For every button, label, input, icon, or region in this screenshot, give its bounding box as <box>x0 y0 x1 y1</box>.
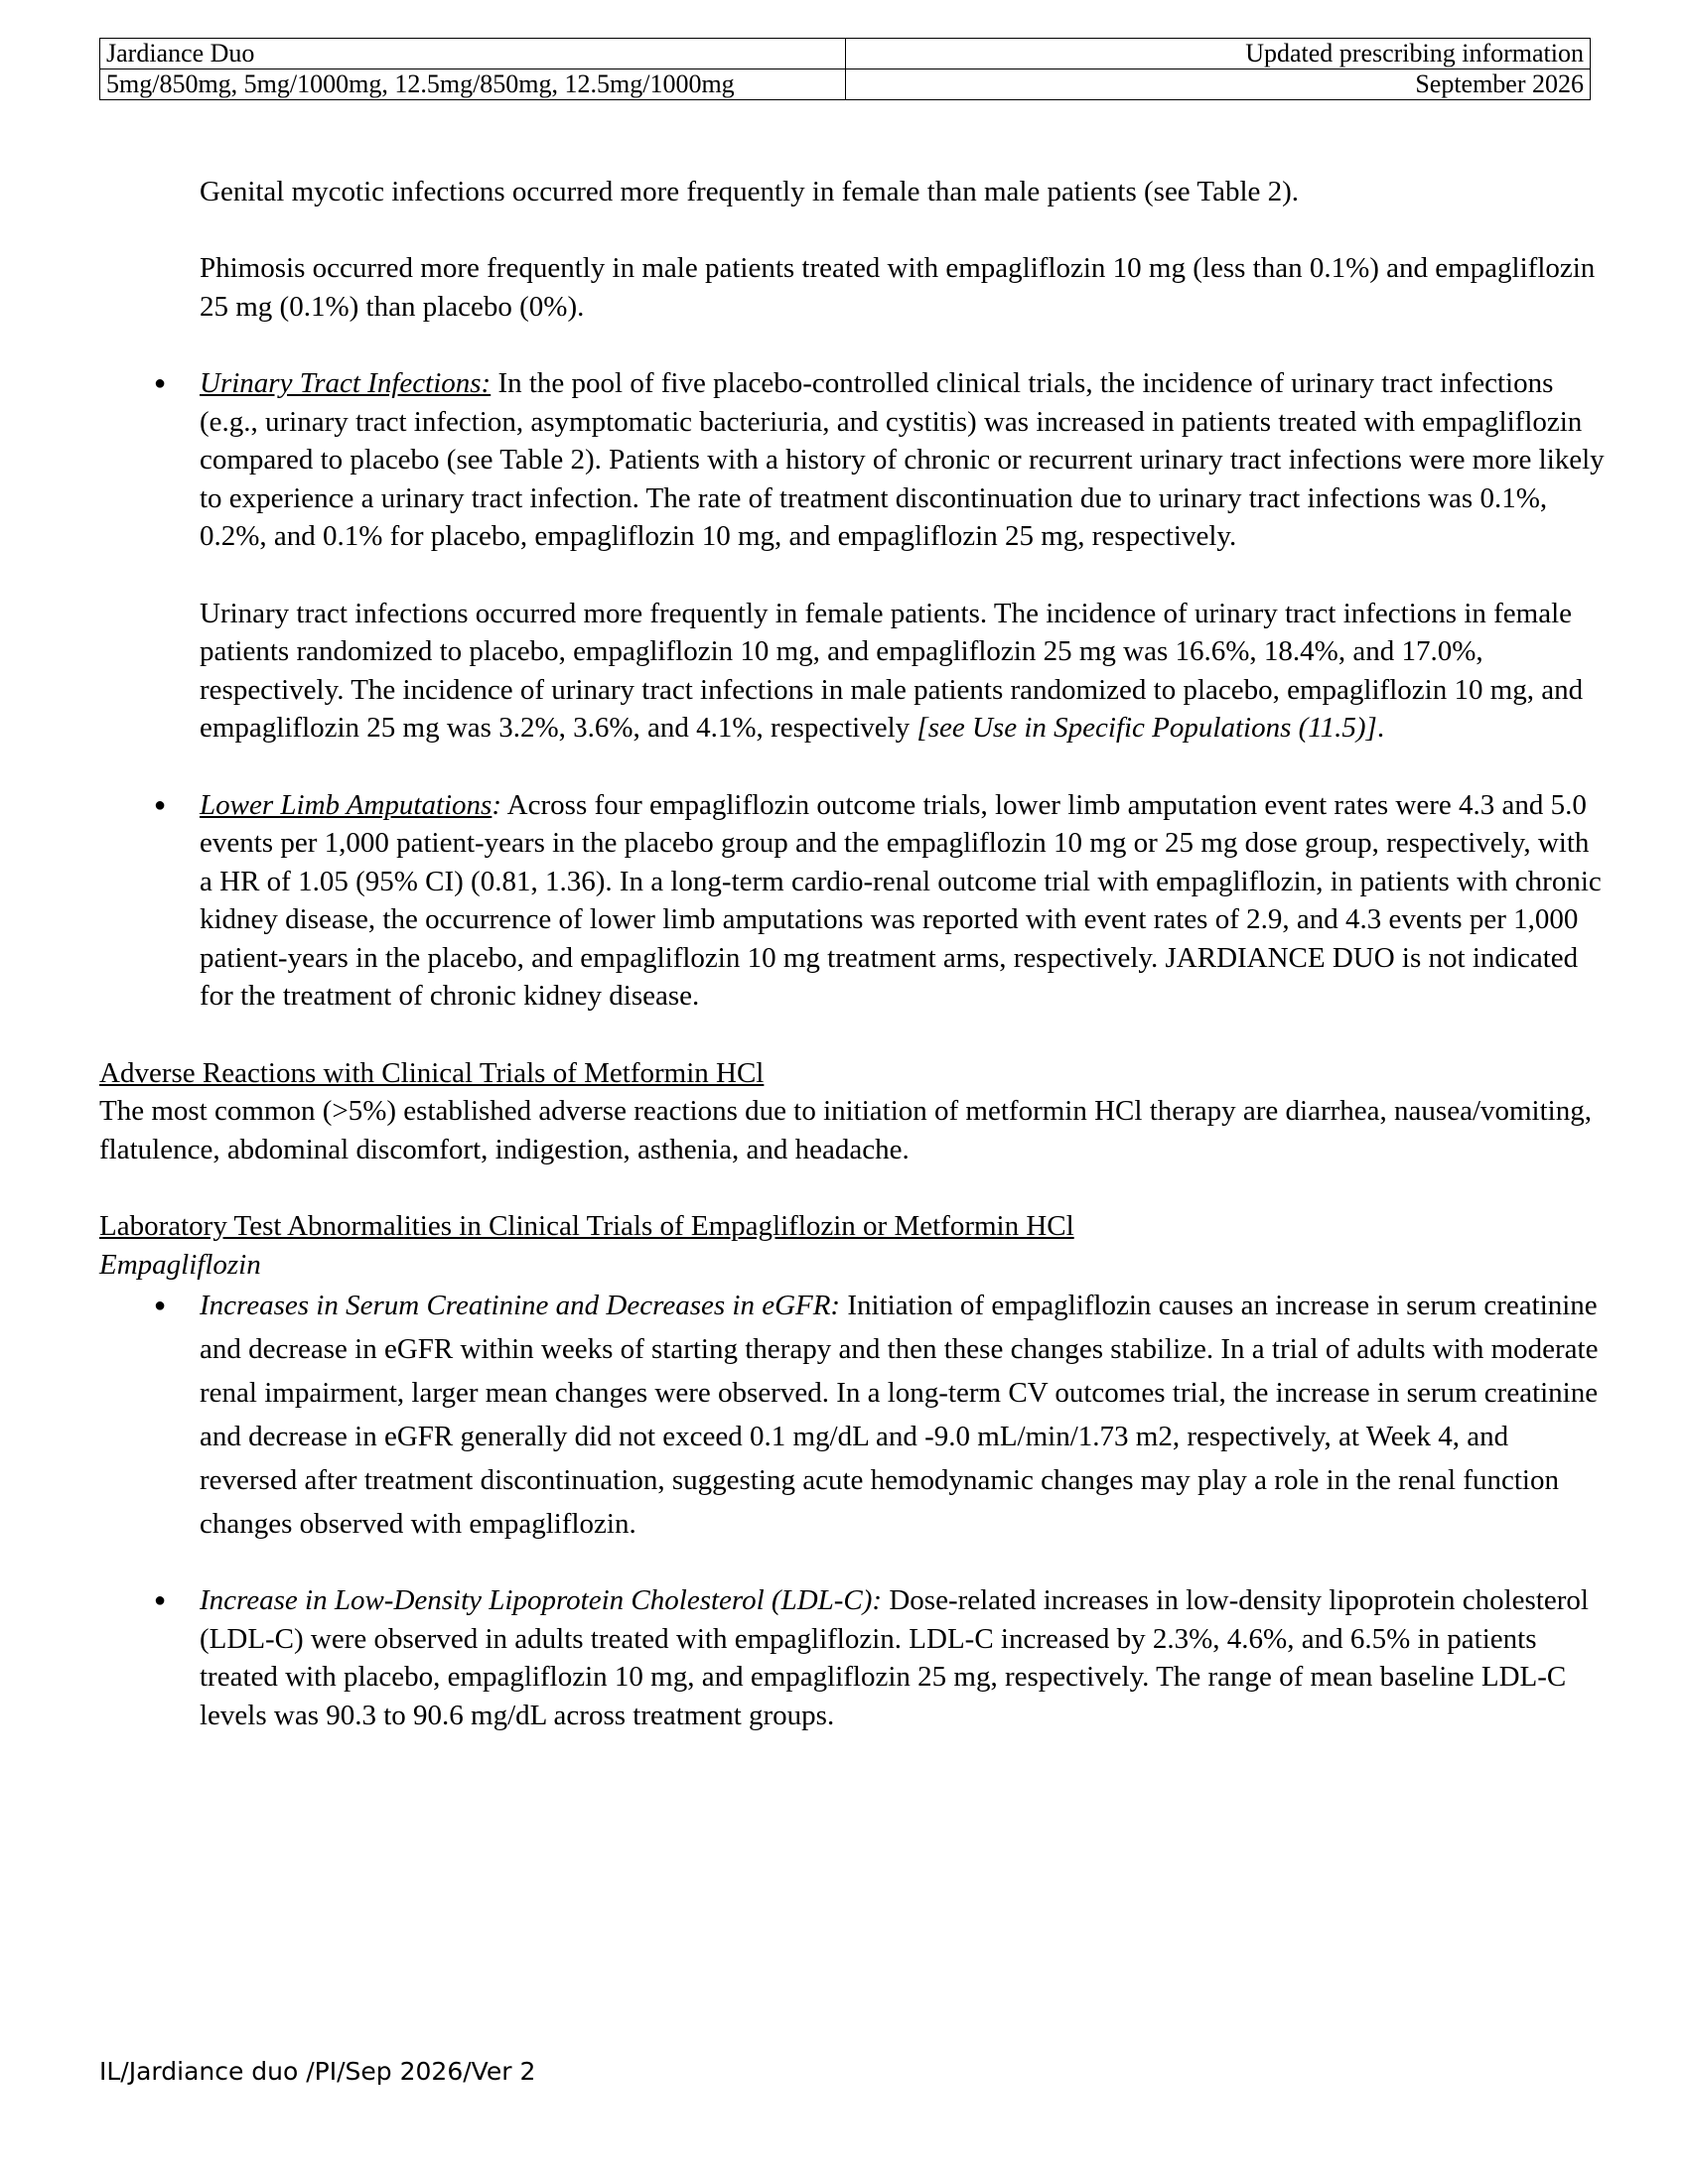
creatinine-paragraph <box>200 1284 1609 1546</box>
bullet-icon: ● <box>154 1295 167 1317</box>
header-doc-type: Updated prescribing information <box>845 39 1591 69</box>
uti-p2-text: Urinary tract infections occurred more frequently in female patients. The incidence of urinary tract infections in female patients randomized to placebo, empagliflozin 10 mg, and empagliflozin 25 mg was 16.6%, 18.4%, and 17.0%, respectively. The incidence of urinary tract infections in male patients randomized to placebo, empagliflozin 10 mg, and empagliflozin 25 mg was 3.2%, 3.6%, and 4.1%, respectively <box>200 597 1584 745</box>
ldl-text: Dose-related increases in low-density lipoprotein cholesterol (LDL-C) were observed in adults treated with empagliflozin. LDL-C increased by 2.3%, 4.6%, and 6.5% in patients treated with placebo, empagliflozin 10 mg, and empagliflozin 25 mg, respectively. The range of mean baseline LDL-C levels was 90.3 to 90.6 mg/dL across treatment groups. <box>200 1584 1589 1731</box>
lla-paragraph <box>200 786 1609 1017</box>
uti-title: Urinary Tract Infections: <box>200 366 492 399</box>
footer-doc-id: IL/Jardiance duo /PI/Sep 2026/Ver 2 <box>99 2057 536 2086</box>
list-item-creatinine <box>154 1284 1609 1546</box>
bullet-icon: ● <box>154 793 167 816</box>
header-strengths: 5mg/850mg, 5mg/1000mg, 12.5mg/850mg, 12.5mg/1000mg <box>100 69 846 100</box>
uti-paragraph-2 <box>200 595 1609 748</box>
metformin-paragraph: The most common (>5%) established adverse reactions due to initiation of metformin HCl therapy are diarrhea, nausea/vomiting, flatulence, abdominal discomfort, indigestion, asthenia, and headache. <box>99 1095 1592 1165</box>
uti-text: In the pool of five placebo-controlled clinical trials, the incidence of urinary tract infections (e.g., urinary tract infection, asymptomatic bacteriuria, and cystitis) was increased in patients treated with empagliflozin compared to placebo (see Table 2). Patients with a history of chronic or recurrent urinary tract infections were more likely to experience a urinary tract infection. The rate of treatment discontinuation due to urinary tract infections was 0.1%, 0.2%, and 0.1% for placebo, empagliflozin 10 mg, and empagliflozin 25 mg, respectively. <box>200 366 1605 553</box>
genital-paragraph: Genital mycotic infections occurred more frequently in female than male patients (see Table 2). <box>200 176 1300 207</box>
lla-title: Lower Limb Amputations <box>200 788 492 821</box>
lab-subheading: Empagliflozin <box>99 1248 261 1281</box>
header-date: September 2026 <box>845 69 1591 100</box>
list-item-ldl <box>154 1581 1609 1734</box>
bullet-icon: ● <box>154 1589 167 1612</box>
lla-text: Across four empagliflozin outcome trials, lower limb amputation event rates were 4.3 and 5.0 events per 1,000 patient-years in the placebo group and the empagliflozin 10 mg or 25 mg dose group, respectively, with a HR of 1.05 (95% CI) (0.81, 1.36). In a long-term cardio-renal outcome trial with empagliflozin, in patients with chronic kidney disease, the occurrence of lower limb amputations was reported with event rates of 2.9, and 4.3 events per 1,000 patient-years in the placebo, and empagliflozin 10 mg treatment arms, respectively. JARDIANCE DUO is not indicated for the treatment of chronic kidney disease. <box>200 788 1602 1013</box>
creatinine-title: Increases in Serum Creatinine and Decreases in eGFR: <box>200 1290 841 1322</box>
list-item-uti <box>154 364 1609 748</box>
lab-list <box>99 1284 1609 1734</box>
lab-heading: Laboratory Test Abnormalities in Clinical Trials of Empagliflozin or Metformin HCl <box>99 1210 1074 1243</box>
header-product-name: Jardiance Duo <box>100 39 846 69</box>
document-body <box>99 173 1609 1735</box>
lla-colon: : <box>492 788 502 821</box>
metformin-heading: Adverse Reactions with Clinical Trials of Metformin HCl <box>99 1056 765 1089</box>
uti-p2-end: . <box>1376 712 1385 745</box>
phimosis-paragraph: Phimosis occurred more frequently in male patients treated with empagliflozin 10 mg (less than 0.1%) and empagliflozin 25 mg (0.1%) than placebo (0%). <box>200 252 1596 323</box>
adverse-reactions-list <box>99 364 1609 1016</box>
ldl-title: Increase in Low-Density Lipoprotein Cholesterol (LDL-C): <box>200 1584 883 1617</box>
header-table <box>99 38 1591 100</box>
list-item-lla <box>154 786 1609 1017</box>
creatinine-text: Initiation of empagliflozin causes an increase in serum creatinine and decrease in eGFR within weeks of starting therapy and then these changes stabilize. In a trial of adults with moderate renal impairment, larger mean changes were observed. In a long-term CV outcomes trial, the increase in serum creatinine and decrease in eGFR generally did not exceed 0.1 mg/dL and -9.0 mL/min/1.73 m2, respectively, at Week 4, and reversed after treatment discontinuation, suggesting acute hemodynamic changes may play a role in the renal function changes observed with empagliflozin. <box>200 1290 1599 1541</box>
uti-p2-ref: [see Use in Specific Populations (11.5)] <box>916 712 1377 745</box>
ldl-paragraph <box>200 1581 1609 1734</box>
uti-paragraph <box>200 364 1609 556</box>
bullet-icon: ● <box>154 371 167 394</box>
